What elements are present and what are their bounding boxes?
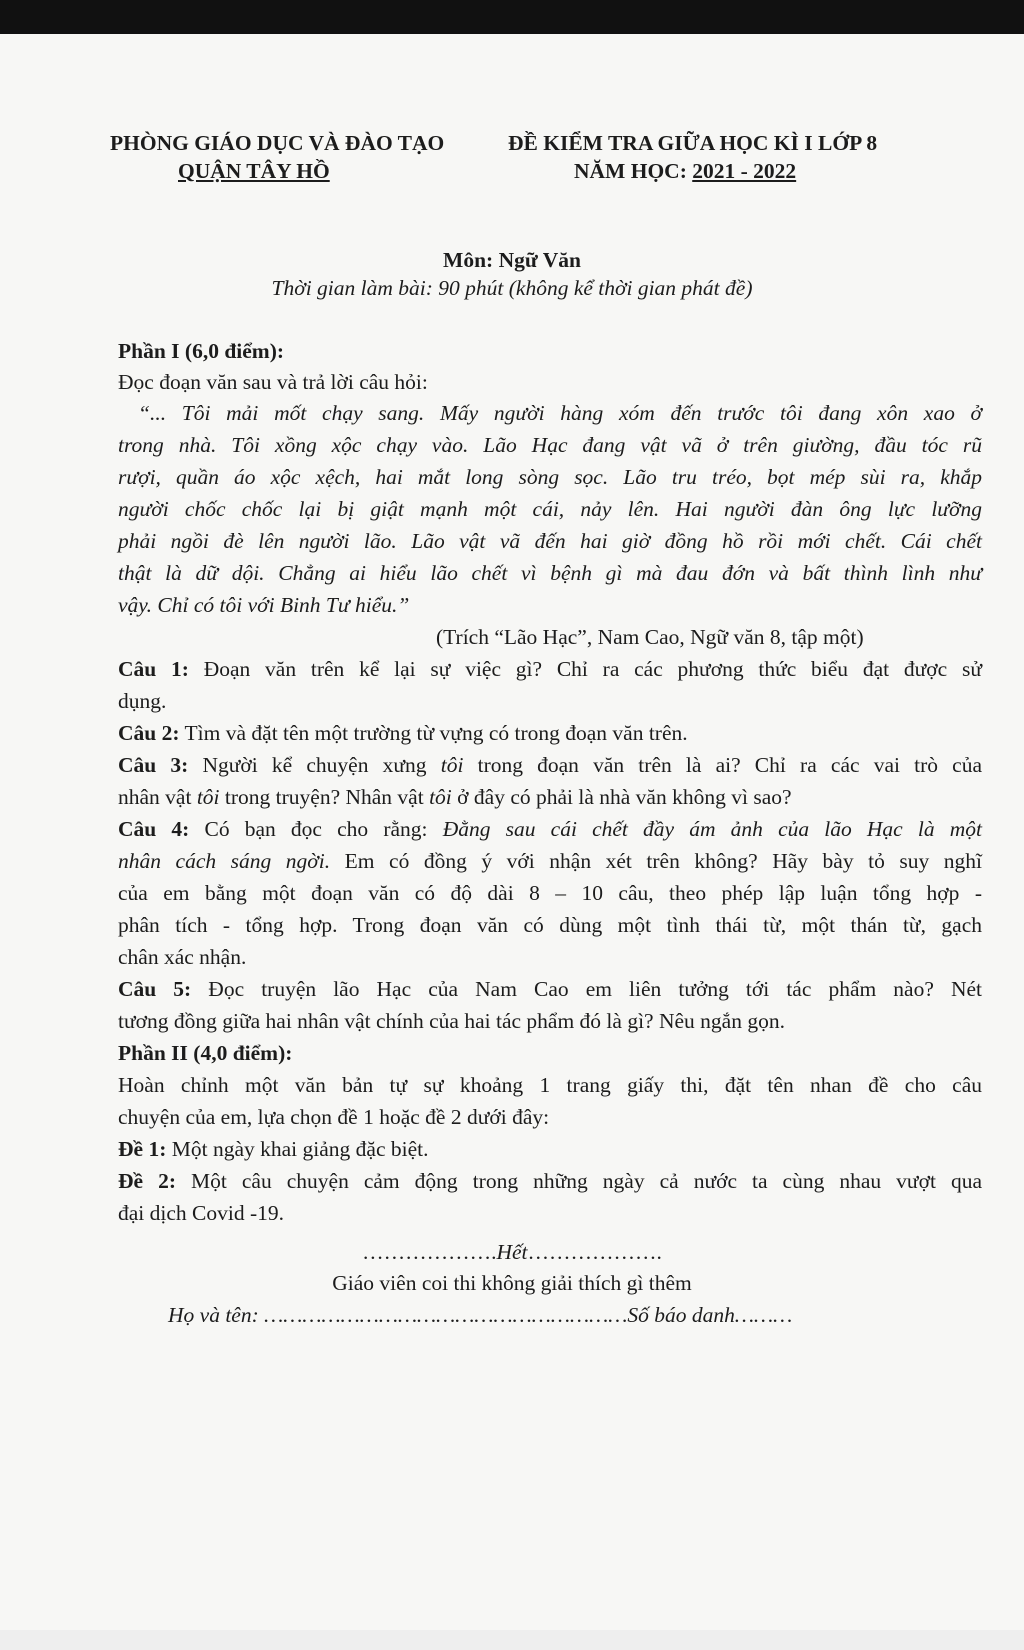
question-3-italic-toi: tôi bbox=[196, 785, 220, 809]
school-year-label: NĂM HỌC: bbox=[574, 159, 687, 183]
passage-citation: (Trích “Lão Hạc”, Nam Cao, Ngữ văn 8, tập một) bbox=[436, 625, 864, 649]
header-school-year bbox=[574, 156, 796, 186]
passage-line: trong nhà. Tôi xồng xộc chạy vào. Lão Hạc đang vật vã ở trên giường, đầu tóc rũ bbox=[118, 433, 982, 457]
question-1-text: Đoạn văn trên kể lại sự việc gì? Chỉ ra các phương thức biểu đạt được sử bbox=[203, 657, 982, 681]
time-note: Thời gian làm bài: 90 phút (không kể thời gian phát đề) bbox=[271, 276, 753, 300]
question-3-label: Câu 3: bbox=[118, 753, 189, 777]
passage-line: vậy. Chỉ có tôi với Binh Tư hiểu.” bbox=[118, 593, 410, 617]
question-4-text: Có bạn đọc cho rằng: bbox=[204, 817, 428, 841]
header-exam-title: ĐỀ KIỂM TRA GIỮA HỌC KÌ I LỚP 8 bbox=[508, 131, 878, 155]
question-4-continued bbox=[118, 846, 982, 876]
part2-instruction-continued: chuyện của em, lựa chọn đề 1 hoặc đề 2 dưới đây: bbox=[118, 1105, 550, 1129]
question-3-text: trong truyện? Nhân vật bbox=[224, 785, 424, 809]
question-3-text: Người kể chuyện xưng bbox=[202, 753, 427, 777]
school-year-value: 2021 - 2022 bbox=[692, 159, 797, 183]
question-3-italic-toi: tôi bbox=[429, 785, 452, 809]
topic-2 bbox=[118, 1166, 982, 1196]
name-label: Họ và tên: bbox=[168, 1303, 259, 1327]
end-marker bbox=[0, 1237, 1024, 1267]
question-3 bbox=[118, 750, 982, 780]
end-word: Hết bbox=[496, 1240, 528, 1264]
question-1-continued: dụng. bbox=[118, 689, 167, 713]
question-3-continued bbox=[118, 782, 792, 812]
question-4-label: Câu 4: bbox=[118, 817, 190, 841]
topic-1-label: Đề 1: bbox=[118, 1137, 167, 1161]
header-district: QUẬN TÂY HỒ bbox=[178, 159, 330, 183]
question-1 bbox=[118, 654, 982, 684]
question-4-quote: Đằng sau cái chết đầy ám ảnh của lão Hạc là một bbox=[442, 817, 983, 841]
passage-line: rượi, quần áo xộc xệch, hai mắt long sòng sọc. Lão tru tréo, bọt mép sùi ra, khắp bbox=[118, 465, 982, 489]
subject-title: Môn: Ngữ Văn bbox=[443, 248, 581, 272]
question-2 bbox=[118, 718, 688, 748]
part2-instruction: Hoàn chỉnh một văn bản tự sự khoảng 1 trang giấy thi, đặt tên nhan đề cho câu bbox=[118, 1073, 982, 1097]
question-5-label: Câu 5: bbox=[118, 977, 192, 1001]
topic-2-label: Đề 2: bbox=[118, 1169, 176, 1193]
proctor-note: Giáo viên coi thi không giải thích gì thêm bbox=[332, 1271, 692, 1295]
page-bottom-margin bbox=[0, 1630, 1024, 1650]
part1-heading: Phần I (6,0 điểm): bbox=[118, 339, 285, 363]
candidate-info-line bbox=[168, 1300, 792, 1330]
question-2-label: Câu 2: bbox=[118, 721, 180, 745]
topic-2-text: Một câu chuyện cảm động trong những ngày cả nước ta cùng nhau vượt qua bbox=[191, 1169, 982, 1193]
question-3-text: nhân vật bbox=[118, 785, 192, 809]
topic-1 bbox=[118, 1134, 428, 1164]
name-blank: ………………………………………………… bbox=[264, 1303, 628, 1327]
question-5-text: Đọc truyện lão Hạc của Nam Cao em liên tưởng tới tác phẩm nào? Nét bbox=[208, 977, 982, 1001]
end-dots: ………………. bbox=[527, 1240, 662, 1264]
question-4-continued: phân tích - tổng hợp. Trong đoạn văn có dùng một tình thái từ, một thán từ, gạch bbox=[118, 913, 982, 937]
question-4-continued: của em bằng một đoạn văn có độ dài 8 – 10 câu, theo phép lập luận tổng hợp - bbox=[118, 881, 982, 905]
topic-1-text: Một ngày khai giảng đặc biệt. bbox=[171, 1137, 429, 1161]
question-4-quote: nhân cách sáng ngời. bbox=[118, 849, 331, 873]
part2-heading: Phần II (4,0 điểm): bbox=[118, 1041, 293, 1065]
end-dots: ………………. bbox=[362, 1240, 497, 1264]
passage-line: người chốc chốc lại bị giật mạnh một cái, nảy lên. Hai người đàn ông lực lưỡng bbox=[118, 497, 982, 521]
question-3-text: ở đây có phải là nhà văn không vì sao? bbox=[457, 785, 792, 809]
question-3-italic-toi: tôi bbox=[440, 753, 464, 777]
header-department: PHÒNG GIÁO DỤC VÀ ĐÀO TẠO bbox=[110, 131, 445, 155]
passage-line: phải ngồi đè lên người lão. Lão vật vã đến hai giờ đồng hồ rồi mới chết. Cái chết bbox=[118, 529, 982, 553]
question-3-text: trong đoạn văn trên là ai? Chỉ ra các vai trò của bbox=[477, 753, 983, 777]
question-4 bbox=[118, 814, 982, 844]
part1-instruction: Đọc đoạn văn sau và trả lời câu hỏi: bbox=[118, 370, 428, 394]
question-5-continued: tương đồng giữa hai nhân vật chính của hai tác phẩm đó là gì? Nêu ngắn gọn. bbox=[118, 1009, 785, 1033]
passage-line: thật là dữ dội. Chẳng ai hiểu lão chết vì bệnh gì mà đau đớn và bất thình lình như bbox=[118, 561, 982, 585]
id-number-label: Số báo danh bbox=[627, 1303, 735, 1327]
question-1-label: Câu 1: bbox=[118, 657, 189, 681]
question-4-continued: chân xác nhận. bbox=[118, 945, 247, 969]
id-number-blank: ……… bbox=[734, 1303, 793, 1327]
question-2-text: Tìm và đặt tên một trường từ vựng có trong đoạn văn trên. bbox=[184, 721, 688, 745]
topic-2-continued: đại dịch Covid -19. bbox=[118, 1201, 285, 1225]
passage-line: “... Tôi mải mốt chạy sang. Mấy người hàng xóm đến trước tôi đang xôn xao ở bbox=[138, 401, 982, 425]
question-5 bbox=[118, 974, 982, 1004]
question-4-text: Em có đồng ý với nhận xét trên không? Hãy bày tỏ suy nghĩ bbox=[344, 849, 982, 873]
